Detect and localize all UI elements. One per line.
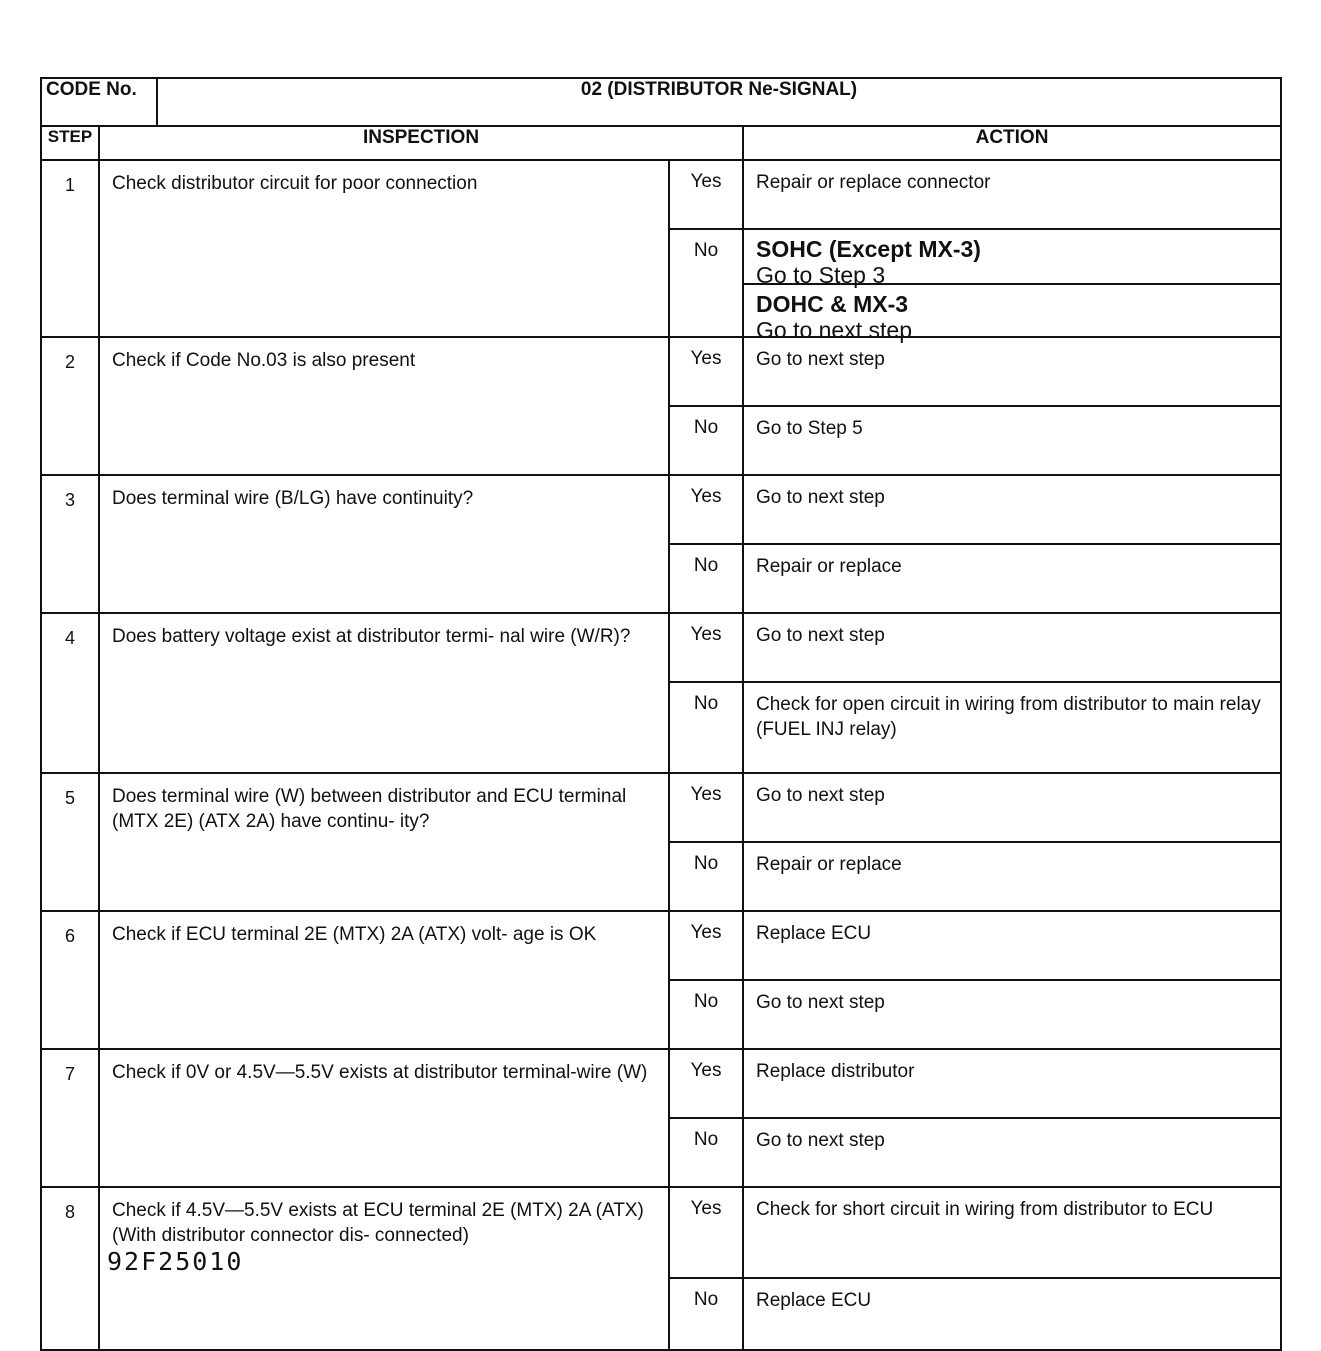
inspection-text: Does terminal wire (W) between distributor and ECU terminal (MTX 2E) (ATX 2A) have continu- ity? — [99, 773, 669, 911]
yes-label: Yes — [669, 1187, 743, 1278]
no-label: No — [669, 682, 743, 773]
step-column-header: STEP — [41, 126, 99, 160]
inspection-text: Check if Code No.03 is also present — [99, 337, 669, 475]
code-header-row — [41, 78, 1281, 126]
inspection-text: Check if ECU terminal 2E (MTX) 2A (ATX) volt- age is OK — [99, 911, 669, 1049]
step-number: 8 — [41, 1187, 99, 1350]
column-header-row — [41, 126, 1281, 160]
inspection-text: Check distributor circuit for poor connection — [99, 160, 669, 337]
yes-action: Replace ECU — [743, 911, 1281, 980]
no-action-dohc — [744, 283, 1280, 343]
yes-label: Yes — [669, 475, 743, 544]
step-number: 5 — [41, 773, 99, 911]
yes-label: Yes — [669, 773, 743, 842]
step-6-yes-row — [41, 911, 1281, 980]
no-action: Replace ECU — [743, 1278, 1281, 1350]
yes-label: Yes — [669, 911, 743, 980]
step-4-yes-row — [41, 613, 1281, 682]
yes-label: Yes — [669, 613, 743, 682]
code-label: CODE No. — [41, 78, 157, 126]
step-number: 2 — [41, 337, 99, 475]
step-number: 7 — [41, 1049, 99, 1187]
no-label: No — [669, 980, 743, 1049]
yes-action: Check for short circuit in wiring from distributor to ECU — [743, 1187, 1281, 1278]
no-action: Repair or replace — [743, 544, 1281, 613]
yes-action: Repair or replace connector — [743, 160, 1281, 229]
code-title: 02 (DISTRIBUTOR Ne-SIGNAL) — [157, 78, 1281, 126]
inspection-text: Check if 4.5V—5.5V exists at ECU terminal 2E (MTX) 2A (ATX) (With distributor connector dis- connected) — [99, 1187, 669, 1350]
diagnosis-table — [40, 77, 1282, 1351]
step-number: 6 — [41, 911, 99, 1049]
step-2-yes-row — [41, 337, 1281, 406]
yes-action: Go to next step — [743, 337, 1281, 406]
no-label: No — [669, 229, 743, 337]
step-1-yes-row — [41, 160, 1281, 229]
no-action-sohc — [744, 230, 1280, 288]
yes-label: Yes — [669, 160, 743, 229]
no-label: No — [669, 406, 743, 475]
inspection-text: Check if 0V or 4.5V—5.5V exists at distributor terminal-wire (W) — [99, 1049, 669, 1187]
step-7-yes-row — [41, 1049, 1281, 1118]
no-label: No — [669, 842, 743, 911]
no-label: No — [669, 1118, 743, 1187]
step-number: 1 — [41, 160, 99, 337]
no-action-dohc-text: Go to next step — [756, 317, 912, 343]
yes-action: Replace distributor — [743, 1049, 1281, 1118]
step-number: 3 — [41, 475, 99, 613]
no-action: Go to Step 5 — [743, 406, 1281, 475]
action-column-header: ACTION — [743, 126, 1281, 160]
inspection-text: Does terminal wire (B/LG) have continuity? — [99, 475, 669, 613]
no-action-dohc-title: DOHC & MX-3 — [756, 291, 909, 317]
yes-action: Go to next step — [743, 613, 1281, 682]
yes-action: Go to next step — [743, 475, 1281, 544]
no-action: Check for open circuit in wiring from distributor to main relay (FUEL INJ relay) — [743, 682, 1281, 773]
inspection-text: Does battery voltage exist at distributor termi- nal wire (W/R)? — [99, 613, 669, 773]
yes-label: Yes — [669, 337, 743, 406]
no-action: Repair or replace — [743, 842, 1281, 911]
step-number: 4 — [41, 613, 99, 773]
no-action: Go to next step — [743, 980, 1281, 1049]
no-label: No — [669, 544, 743, 613]
no-action-sohc-text: Go to Step 3 — [756, 262, 886, 288]
no-action: Go to next step — [743, 1118, 1281, 1187]
no-label: No — [669, 1278, 743, 1350]
yes-label: Yes — [669, 1049, 743, 1118]
figure-id: 92F25010 — [107, 1247, 244, 1276]
step-3-yes-row — [41, 475, 1281, 544]
yes-action: Go to next step — [743, 773, 1281, 842]
step-5-yes-row — [41, 773, 1281, 842]
no-action-sohc-title: SOHC (Except MX-3) — [756, 236, 981, 262]
no-action — [743, 229, 1281, 343]
inspection-column-header: INSPECTION — [99, 126, 743, 160]
